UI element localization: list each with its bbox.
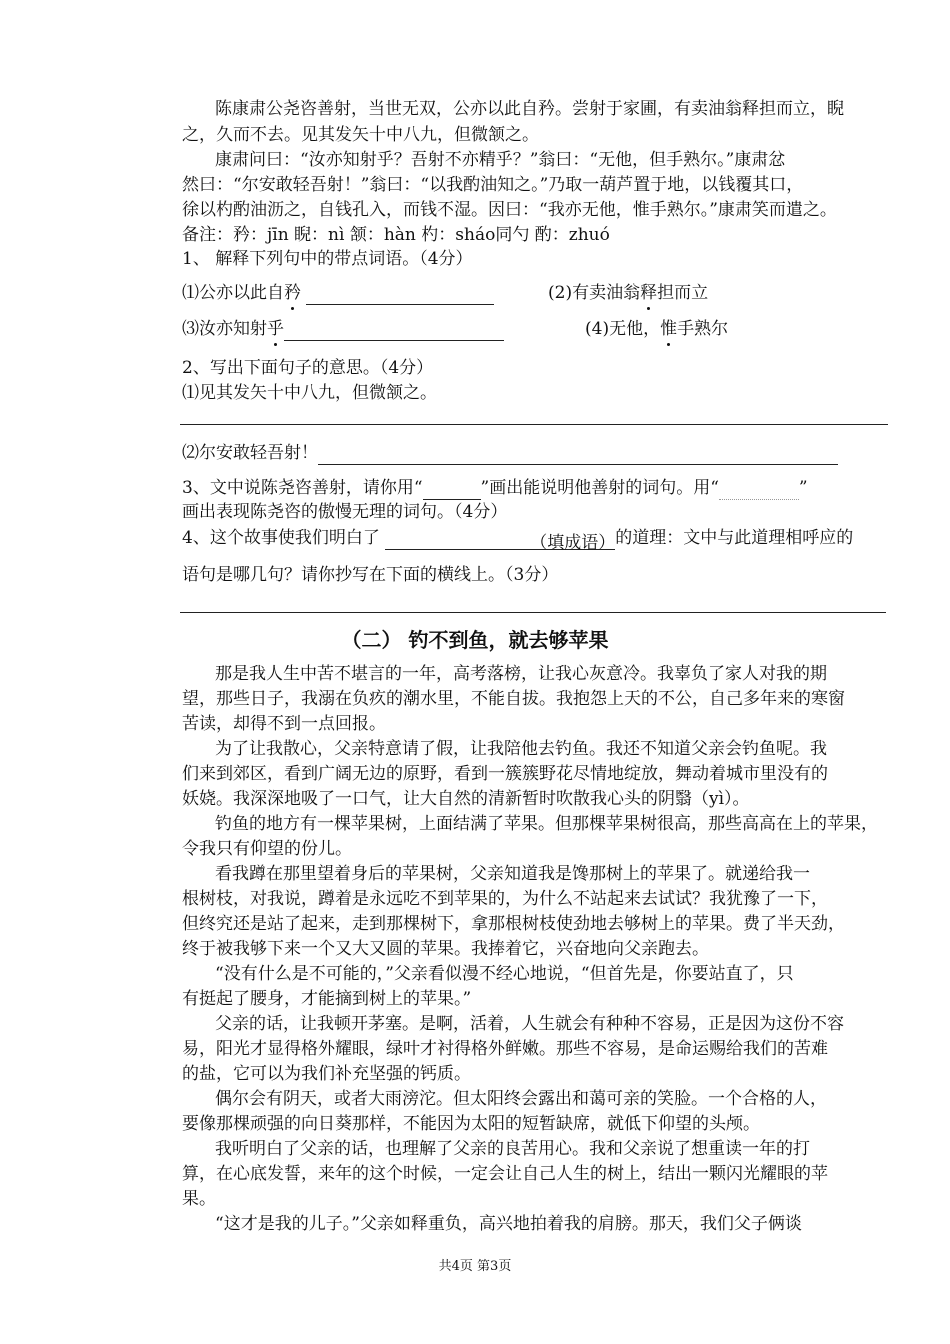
fill-hint: （填成语）: [530, 533, 616, 553]
item-text: 担而立: [657, 283, 709, 303]
passage2-line: 易，阳光才显得格外耀眼，绿叶才衬得格外鲜嫩。那些不容易，是命运赐给我们的苦难: [182, 1039, 828, 1059]
item-text: 手熟尔: [677, 319, 729, 339]
answer-blank[interactable]: [385, 531, 616, 553]
question-2-sentence-1: ⑴见其发矢十中八九，但微颔之。: [182, 383, 437, 403]
item-text: (2)有卖油翁: [548, 283, 641, 303]
passage2-line: 根树枝，对我说，蹲着是永远吃不到苹果的，为什么不站起来去试试？我犹豫了一下，: [182, 889, 828, 909]
passage2-line: “没有什么是不可能的，”父亲看似漫不经心地说，“但首先是，你要站直了，只: [215, 964, 794, 984]
passage2-line: 的盐，它可以为我们补充坚强的钙质。: [182, 1064, 471, 1084]
answer-line[interactable]: [180, 424, 888, 425]
page-footer: 共4页 第3页: [438, 1259, 512, 1274]
passage1-p2-line2: 然曰：“尔安敢轻吾射！”翁曰：“以我酌油知之。”乃取一葫芦置于地，以钱覆其口，: [182, 175, 804, 195]
passage2-line: “这才是我的儿子。”父亲如释重负，高兴地拍着我的肩膀。那天，我们父子俩谈: [215, 1214, 802, 1234]
passage2-line: 算，在心底发誓，来年的这个时候，一定会让自己人生的树上，结出一颗闪光耀眼的苹: [182, 1164, 828, 1184]
question-1-item-2: [548, 281, 708, 305]
item-text: ⑵尔安敢轻吾射！: [182, 443, 318, 463]
question-1-item-3: [182, 317, 504, 341]
item-text: 的道理：文中与此道理相呼应的: [615, 528, 854, 548]
passage2-line: 要像那棵顽强的向日葵那样，不能因为太阳的短暂缺席，就低下仰望的头颅。: [182, 1114, 760, 1134]
passage2-line: 们来到郊区，看到广阔无边的原野，看到一簇簇野花尽情地绽放，舞动着城市里没有的: [182, 764, 828, 784]
answer-blank[interactable]: [284, 322, 504, 341]
passage2-line: 偶尔会有阴天，或者大雨滂沱。但太阳终会露出和蔼可亲的笑脸。一个合格的人，: [215, 1089, 827, 1109]
item-text: ”画出能说明他善射的词句。用“: [480, 478, 719, 498]
item-text: ⑴公亦以此自: [182, 283, 284, 303]
passage2-line: 有挺起了腰身，才能摘到树上的苹果。”: [182, 989, 472, 1009]
passage2-line: 苦读，却得不到一点回报。: [182, 714, 386, 734]
question-1-item-1: [182, 281, 494, 305]
question-1-item-4: [585, 317, 728, 341]
passage2-line: 果。: [182, 1189, 216, 1209]
question-3-line2: 画出表现陈尧咨的傲慢无理的词句。（4分）: [182, 502, 508, 522]
item-text: ⑶汝亦知射: [182, 319, 267, 339]
underline-sample: [423, 481, 481, 500]
question-1-title: 1、 解释下列句中的带点词语。（4分）: [182, 249, 473, 269]
passage2-line: 父亲的话，让我顿开茅塞。是啊，活着，人生就会有种种不容易，正是因为这份不容: [215, 1014, 844, 1034]
question-2-sentence-2: [182, 441, 838, 465]
item-text: 3、文中说陈尧咨善射，请你用“: [182, 478, 423, 498]
passage2-line: 为了让我散心，父亲特意请了假，让我陪他去钓鱼。我还不知道父亲会钓鱼呢。我: [215, 739, 827, 759]
passage2-line: 终于被我够下来一个又大又圆的苹果。我捧着它，兴奋地向父亲跑去。: [182, 939, 709, 959]
item-text: 4、这个故事使我们明白了: [182, 528, 380, 548]
section-2-title: （二） 钓不到鱼，就去够苹果: [341, 628, 609, 652]
dotted-word: 惟: [660, 319, 678, 339]
question-4-line2: 语句是哪几句？请你抄写在下面的横线上。（3分）: [182, 565, 559, 585]
passage1-p2-line3: 徐以杓酌油沥之，自钱孔入，而钱不湿。因曰：“我亦无他，惟手熟尔。”康肃笑而遣之。: [182, 200, 837, 220]
pronunciation-note: 备注：矜：jīn 睨：nì 颔：hàn 杓：sháo同勺 酌：zhuó: [182, 225, 610, 245]
question-4-line1: [182, 526, 854, 553]
question-3-line1: [182, 476, 808, 500]
passage2-line: 我听明白了父亲的话，也理解了父亲的良苦用心。我和父亲说了想重读一年的打: [215, 1139, 810, 1159]
passage2-line: 看我蹲在那里望着身后的苹果树，父亲知道我是馋那树上的苹果了。就递给我一: [215, 864, 810, 884]
passage2-line: 但终究还是站了起来，走到那棵树下，拿那根树枝使劲地去够树上的苹果。费了半天劲，: [182, 914, 845, 934]
item-text: (4)无他，: [585, 319, 661, 339]
dotted-word: 矜: [284, 283, 301, 303]
dotted-word: 释: [640, 283, 658, 303]
dotted-word: 乎: [267, 319, 284, 339]
passage1-p1-line1: 陈康肃公尧咨善射，当世无双，公亦以此自矜。尝射于家圃，有卖油翁释担而立，睨: [215, 99, 844, 119]
passage2-line: 令我只有仰望的份儿。: [182, 839, 352, 859]
item-text: ”: [798, 478, 808, 498]
answer-blank[interactable]: [306, 286, 494, 305]
passage2-line: 望，那些日子，我溺在负疚的潮水里，不能自拔。我抱怨上天的不公，自己多年来的寒窗: [182, 689, 845, 709]
question-2-title: 2、写出下面句子的意思。（4分）: [182, 358, 434, 378]
answer-blank[interactable]: [318, 446, 838, 465]
passage1-p1-line2: 之，久而不去。见其发矢十中八九，但微颔之。: [182, 125, 539, 145]
passage2-line: 钓鱼的地方有一棵苹果树，上面结满了苹果。但那棵苹果树很高，那些高高在上的苹果，: [215, 814, 878, 834]
passage2-line: 那是我人生中苦不堪言的一年，高考落榜，让我心灰意冷。我辜负了家人对我的期: [215, 664, 827, 684]
passage1-p2-line1: 康肃问曰：“汝亦知射乎？吾射不亦精乎？”翁曰：“无他，但手熟尔。”康肃忿: [215, 150, 786, 170]
passage2-line: 妖娆。我深深地吸了一口气，让大自然的清新暂时吹散我心头的阴翳（yì）。: [182, 789, 750, 809]
wavy-line-sample: [719, 481, 799, 500]
answer-line[interactable]: [180, 612, 886, 613]
